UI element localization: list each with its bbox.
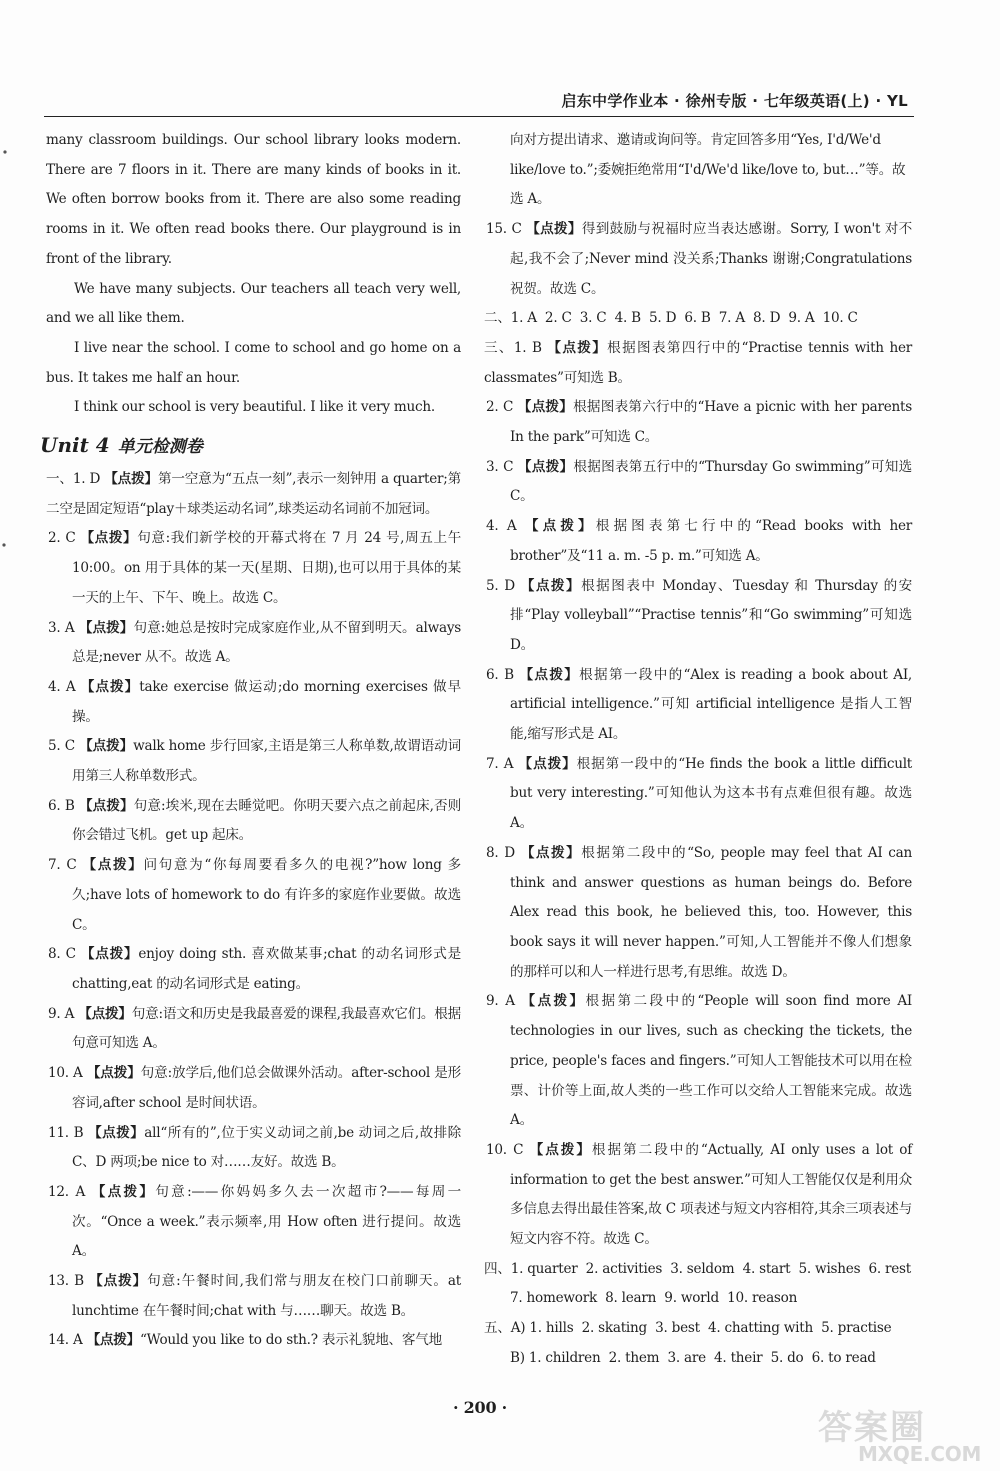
hint-tag: 【点拨】 bbox=[521, 993, 586, 1010]
section-label: 三、 bbox=[484, 339, 514, 356]
answer-number: 1. D bbox=[72, 471, 101, 488]
answer-number: 9. A bbox=[486, 993, 515, 1010]
item-continuation: 向对方提出请求、邀请或询问等。肯定回答多用“Yes, I'd/We'd like/love to.”;委婉拒绝常用“I'd/We'd like/love to, but…”等。故选 A。 bbox=[510, 132, 906, 208]
watermark bbox=[818, 1400, 988, 1468]
hint-tag: 【点拨】 bbox=[80, 946, 139, 963]
hint-tag: 【点拨】 bbox=[80, 678, 140, 695]
page-number: · 200 · bbox=[453, 1398, 507, 1417]
explanation: 根据图表第七行中的“Read books with her brother”及“11 a. m. -5 p. m.”可知选 A。 bbox=[510, 518, 913, 564]
answer-number: 11. B bbox=[48, 1124, 84, 1141]
answer-item bbox=[46, 792, 461, 851]
hint-tag: 【点拨】 bbox=[86, 1332, 140, 1349]
explanation: 根据第二段中的“So, people may feel that AI can think and answer questions as human beings do. Before Alex read this book, he believed this, too. However, this book says it will never happen.”可知,人工智能并不像人们想象的那样可以和人一样进行思考,有思维。故选 D。 bbox=[510, 844, 912, 980]
hint-tag: 【点拨】 bbox=[517, 399, 574, 416]
hint-tag: 【点拨】 bbox=[79, 797, 134, 814]
answer-item bbox=[46, 524, 461, 613]
answer-item bbox=[484, 453, 912, 512]
section-label: 二、 bbox=[484, 310, 511, 327]
answer-item bbox=[46, 1326, 461, 1356]
answer-key-line: 7. homework 8. learn 9. world 10. reason bbox=[510, 1290, 798, 1307]
answer-item bbox=[46, 1267, 461, 1326]
explanation: 句意:语文和历史是我最喜爱的课程,我最喜欢它们。根据句意可知选 A。 bbox=[72, 1005, 462, 1052]
answer-number: 10. A bbox=[48, 1065, 83, 1082]
hint-tag: 【点拨】 bbox=[78, 1005, 132, 1022]
header-rule bbox=[44, 116, 914, 117]
hint-tag: 【点拨】 bbox=[79, 738, 134, 755]
hint-tag: 【点拨】 bbox=[529, 1141, 592, 1158]
explanation: 得到鼓励与祝福时应当表达感谢。Sorry, I won't 对不起,我不会了;Never mind 没关系;Thanks 谢谢;Congratulations 祝贺。故选 C。 bbox=[510, 221, 913, 297]
answer-number: 8. D bbox=[486, 844, 515, 861]
answer-number: 3. C bbox=[486, 458, 514, 475]
hint-tag: 【点拨】 bbox=[547, 339, 608, 356]
explanation: 句意:放学后,他们总会做课外活动。after-school 是形容词,after school 是时间状语。 bbox=[72, 1065, 462, 1111]
running-header: 启东中学作业本 · 徐州专版 · 七年级英语(上) · YL bbox=[561, 92, 908, 110]
watermark-logo: 答案圈 bbox=[818, 1408, 926, 1448]
explanation: 问句意为“你每周要看多久的电视?”how long 多久;have lots of homework to do 有许多的家庭作业要做。故选 C。 bbox=[72, 857, 461, 933]
essay-paragraph: We have many subjects. Our teachers all teach very well, and we all like them. bbox=[46, 280, 461, 327]
explanation: 根据图表第四行中的“Practise tennis with her classmates”可知选 B。 bbox=[484, 339, 913, 386]
watermark-url: MXQE.COM bbox=[858, 1442, 982, 1466]
explanation: 句意:我们新学校的开幕式将在 7 月 24 号,周五上午 10:00。on 用于具体的某一天(星期、日期),也可以用于具体的某一天的上午、下午、晚上。故选 C。 bbox=[72, 530, 461, 606]
section-four-answers bbox=[484, 1255, 912, 1285]
binding-dot bbox=[2, 543, 5, 546]
hint-tag: 【点拨】 bbox=[91, 1183, 156, 1200]
answer-number: 4. A bbox=[48, 678, 76, 695]
answer-item bbox=[484, 512, 912, 571]
section-five-answers bbox=[484, 1314, 912, 1344]
hint-tag: 【点拨】 bbox=[89, 1273, 148, 1290]
explanation: take exercise 做运动;do morning exercises 做早操。 bbox=[72, 678, 461, 725]
hint-tag: 【点拨】 bbox=[519, 666, 580, 683]
explanation: 根据第一段中的“Alex is reading a book about AI, artificial intelligence.”可知 artificial intelligence 是指人工智能,缩写形式是 AI。 bbox=[510, 666, 913, 743]
explanation: all“所有的”,位于实义动词之前,be 动词之后,故排除 C、D 两项;be nice to 对……友好。故选 B。 bbox=[72, 1124, 461, 1171]
answer-item bbox=[46, 851, 461, 940]
section-label: 一、 bbox=[46, 471, 73, 488]
explanation: 根据第二段中的“Actually, AI only uses a lot of information to get the best answer.”可知人工智能仅仅是利用众多信息去得出最佳答案,故 C 项表述与短文内容相符,其余三项表述与短文内容不符。故选 C。 bbox=[510, 1141, 913, 1248]
answer-number: 14. A bbox=[48, 1332, 83, 1349]
left-column bbox=[40, 126, 462, 1356]
answer-item bbox=[46, 465, 461, 524]
answer-key-line: B) 1. children 2. them 3. are 4. their 5. do 6. to read bbox=[510, 1349, 876, 1366]
unit-title: 单元检测卷 bbox=[117, 437, 203, 458]
hint-tag: 【点拨】 bbox=[104, 471, 158, 488]
answer-number: 10. C bbox=[486, 1141, 524, 1158]
answer-item bbox=[46, 940, 461, 999]
answer-item bbox=[46, 614, 461, 673]
explanation: 句意:她总是按时完成家庭作业,从不留到明天。always 总是;never 从不。故选 A。 bbox=[72, 619, 462, 666]
answer-item bbox=[484, 839, 912, 988]
hint-tag: 【点拨】 bbox=[520, 844, 582, 861]
answer-item bbox=[46, 1000, 461, 1059]
answer-number: 2. C bbox=[48, 530, 76, 547]
answer-key-line: A) 1. hills 2. skating 3. best 4. chatting with 5. practise bbox=[510, 1320, 892, 1337]
explanation: 根据图表第六行中的“Have a picnic with her parents In the park”可知选 C。 bbox=[510, 399, 912, 446]
right-column bbox=[484, 126, 912, 1374]
hint-tag: 【点拨】 bbox=[526, 221, 582, 238]
explanation: 第一空意为“五点一刻”,表示一刻钟用 a quarter;第二空是固定短语“play＋球类运动名词”,球类运动名词前不加冠词。 bbox=[46, 471, 461, 517]
explanation: 根据图表中 Monday、Tuesday 和 Thursday 的安排“Play volleyball”“Practise tennis”和“Go swimming”可知选 D。 bbox=[510, 577, 912, 653]
essay-paragraph: many classroom buildings. Our school library looks modern. There are 7 floors in it. There are many kinds of books in it. We often borrow books from it. There are also some reading rooms in it. We often read books there. Our playground is in front of the library. bbox=[46, 132, 461, 267]
essay-paragraph: I think our school is very beautiful. I like it very much. bbox=[74, 399, 435, 416]
hint-tag: 【点拨】 bbox=[80, 530, 138, 547]
hint-tag: 【点拨】 bbox=[518, 755, 577, 772]
section-two-answers bbox=[484, 304, 912, 334]
answer-number: 4. A bbox=[486, 518, 517, 535]
hint-tag: 【点拨】 bbox=[88, 1124, 145, 1141]
essay-paragraph: I live near the school. I come to school and go home on a bus. It takes me half an hour. bbox=[46, 339, 461, 386]
answer-item bbox=[46, 1059, 461, 1118]
answer-number: 6. B bbox=[486, 666, 514, 683]
section-label: 五、 bbox=[484, 1320, 511, 1337]
binding-dot bbox=[3, 150, 6, 153]
unit-heading bbox=[40, 429, 461, 463]
explanation: 句意:埃米,现在去睡觉吧。你明天要六点之前起床,否则你会错过飞机。get up 起床。 bbox=[72, 797, 461, 844]
answer-number: 5. D bbox=[486, 577, 515, 594]
explanation: 句意:午餐时间,我们常与朋友在校门口前聊天。at lunchtime 在午餐时间;chat with 与……聊天。故选 B。 bbox=[72, 1273, 461, 1319]
answer-number: 7. A bbox=[486, 755, 514, 772]
answer-key-line: 1. A 2. C 3. C 4. B 5. D 6. B 7. A 8. D 9. A 10. C bbox=[510, 310, 858, 327]
answer-number: 13. B bbox=[48, 1273, 84, 1290]
explanation: 根据图表第五行中的“Thursday Go swimming”可知选 C。 bbox=[510, 458, 913, 505]
section-label: 四、 bbox=[484, 1260, 511, 1277]
answer-number: 8. C bbox=[48, 946, 76, 963]
section-four-answers-cont bbox=[484, 1284, 912, 1314]
answer-item bbox=[46, 732, 461, 791]
hint-tag: 【点拨】 bbox=[524, 518, 596, 535]
hint-tag: 【点拨】 bbox=[78, 619, 134, 636]
answer-key-line: 1. quarter 2. activities 3. seldom 4. start 5. wishes 6. rest bbox=[510, 1260, 911, 1277]
answer-item bbox=[46, 1178, 461, 1267]
answer-item bbox=[484, 750, 912, 839]
answer-number: 7. C bbox=[48, 857, 77, 874]
explanation: 根据第一段中的“He finds the book a little difficult but very interesting.”可知他认为这本书有点难但很有趣。故选 A。 bbox=[510, 755, 913, 832]
explanation: walk home 步行回家,主语是第三人称单数,故谓语动词用第三人称单数形式。 bbox=[72, 738, 462, 785]
answer-item bbox=[484, 572, 912, 661]
answer-number: 6. B bbox=[48, 797, 75, 814]
explanation: enjoy doing sth. 喜欢做某事;chat 的动名词形式是 chatting,eat 的动名词形式是 eating。 bbox=[72, 946, 462, 992]
answer-item bbox=[484, 661, 912, 750]
hint-tag: 【点拨】 bbox=[520, 577, 582, 594]
answer-item bbox=[484, 1136, 912, 1255]
answer-item bbox=[46, 673, 461, 732]
answer-item bbox=[484, 215, 912, 304]
answer-item bbox=[484, 987, 912, 1136]
answer-item bbox=[46, 1119, 461, 1178]
answer-number: 9. A bbox=[48, 1005, 75, 1022]
answer-item bbox=[484, 334, 912, 393]
unit-number: Unit 4 bbox=[40, 433, 110, 458]
answer-number: 1. B bbox=[513, 339, 542, 356]
hint-tag: 【点拨】 bbox=[82, 857, 144, 874]
hint-tag: 【点拨】 bbox=[86, 1065, 141, 1082]
answer-number: 5. C bbox=[48, 738, 75, 755]
answer-item bbox=[484, 393, 912, 452]
answer-number: 3. A bbox=[48, 619, 75, 636]
explanation: “Would you like to do sth.? 表示礼貌地、客气地 bbox=[139, 1332, 442, 1349]
answer-number: 15. C bbox=[486, 221, 522, 238]
answer-number: 2. C bbox=[486, 399, 514, 416]
explanation: 根据第二段中的“People will soon find more AI technologies in our lives, such as checking the tickets, the price, people's faces and fingers.”可知人工智能技术可以用在检票、计价等上面,故人类的一些工作可以交给人工智能来完成。故选 A。 bbox=[510, 993, 913, 1129]
section-five-answers-cont bbox=[484, 1344, 912, 1374]
answer-number: 12. A bbox=[48, 1183, 86, 1200]
hint-tag: 【点拨】 bbox=[517, 458, 574, 475]
explanation: 句意:——你妈妈多久去一次超市?——每周一次。“Once a week.”表示频率,用 How often 进行提问。故选 A。 bbox=[72, 1183, 461, 1260]
